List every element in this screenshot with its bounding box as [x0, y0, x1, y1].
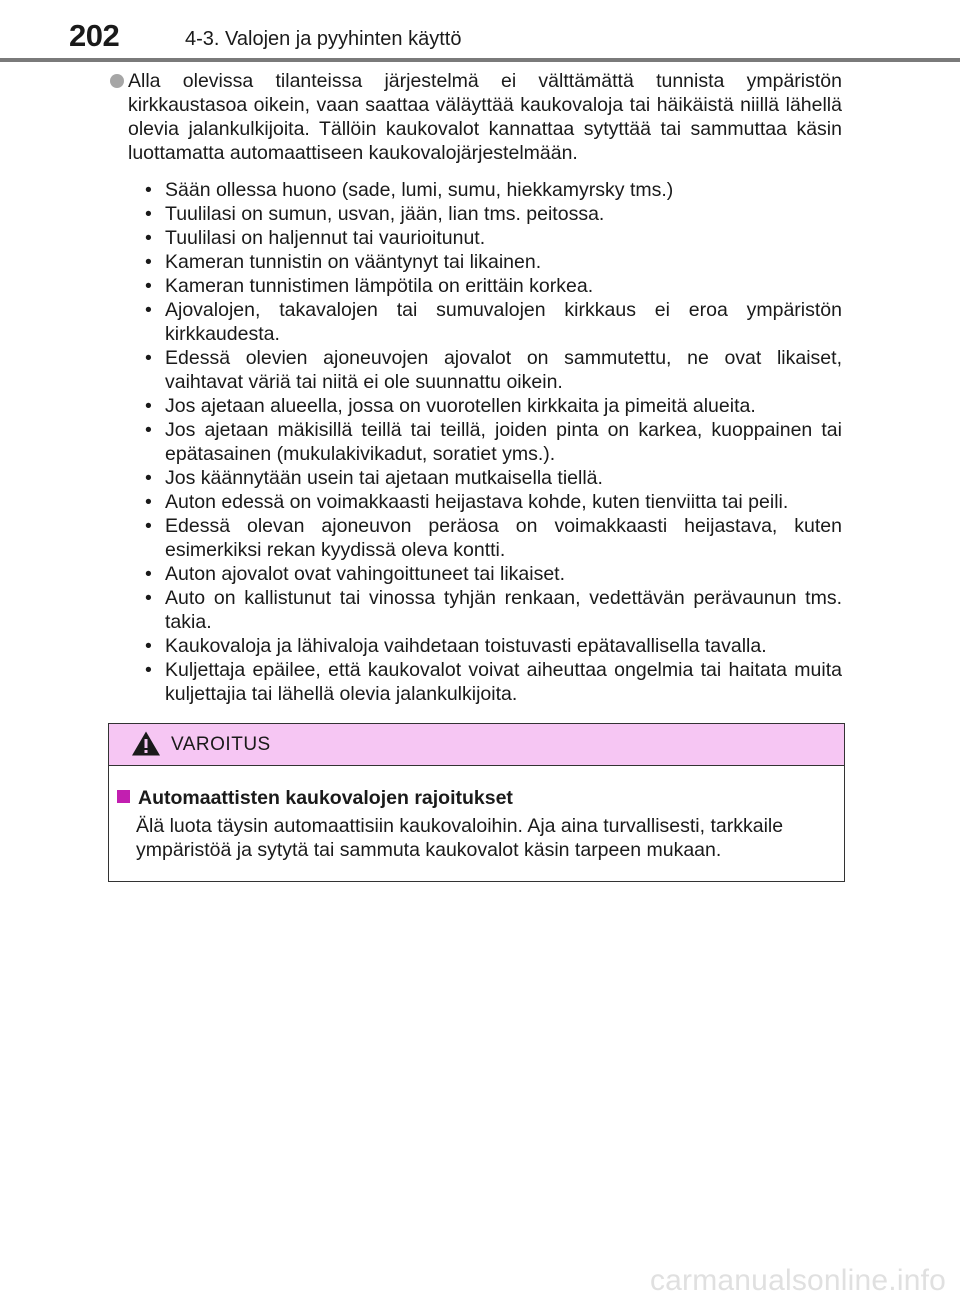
list-item: • Jos ajetaan mäkisillä teillä tai teillä, joiden pinta on karkea, kuoppainen tai epätasainen (mukulakivikadut, soratiet yms.). [145, 418, 842, 466]
list-item: • Jos käännytään usein tai ajetaan mutkaisella tiellä. [145, 466, 842, 490]
warning-text: Älä luota täysin automaattisiin kaukovaloihin. Aja aina turvallisesti, tarkkaile ympäristöä ja sytytä tai sammuta kaukovalot käsin tarpeen mukaan. [136, 815, 784, 861]
header-divider [0, 58, 960, 62]
section-title: 4-3. Valojen ja pyyhinten käyttö [185, 28, 462, 50]
list-item: • Auton edessä on voimakkaasti heijastava kohde, kuten tienviitta tai peili. [145, 490, 842, 514]
intro-paragraph [128, 69, 842, 165]
list-item: • Tuulilasi on sumun, usvan, jään, lian tms. peitossa. [145, 202, 842, 226]
list-item: • Jos ajetaan alueella, jossa on vuorotellen kirkkaita ja pimeitä alueita. [145, 394, 842, 418]
list-item: • Tuulilasi on haljennut tai vaurioitunut. [145, 226, 842, 250]
intro-text: Alla olevissa tilanteissa järjestelmä ei välttämättä tunnista ympäristön kirkkaustasoa oikein, vaan saattaa väläyttää kaukovaloja tai häikäistä niillä lähellä olevia jalankulkijoita. Tällöin kaukovalot kannattaa sytyttää tai sammuttaa käsin luottamatta automaattiseen kaukovalojärjestelmään. [128, 70, 842, 164]
list-item: • Kameran tunnistimen lämpötila on erittäin korkea. [145, 274, 842, 298]
list-item: • Kaukovaloja ja lähivaloja vaihdetaan toistuvasti epätavallisella tavalla. [145, 634, 842, 658]
page-number: 202 [69, 18, 120, 53]
square-bullet-icon [117, 790, 130, 803]
warning-triangle-icon [131, 730, 161, 757]
warning-title: VAROITUS [171, 734, 271, 755]
list-item: • Auton ajovalot ovat vahingoittuneet tai likaiset. [145, 562, 842, 586]
list-item: • Edessä olevan ajoneuvon peräosa on voimakkaasti heijastava, kuten esimerkiksi rekan kyydissä oleva kontti. [145, 514, 842, 562]
circle-bullet-icon [110, 74, 124, 88]
list-item: • Kameran tunnistin on vääntynyt tai likainen. [145, 250, 842, 274]
conditions-list [145, 178, 842, 706]
warning-heading [117, 786, 513, 810]
warning-header [109, 724, 844, 766]
warning-box [108, 723, 845, 882]
list-item: • Ajovalojen, takavalojen tai sumuvalojen kirkkaus ei eroa ympäristön kirkkaudesta. [145, 298, 842, 346]
list-item: • Kuljettaja epäilee, että kaukovalot voivat aiheuttaa ongelmia tai haitata muita kuljettajia tai lähellä olevia jalankulkijoita. [145, 658, 842, 706]
watermark: carmanualsonline.info [649, 1264, 946, 1297]
list-item: • Sään ollessa huono (sade, lumi, sumu, hiekkamyrsky tms.) [145, 178, 842, 202]
page-header [0, 0, 960, 62]
list-item: • Edessä olevien ajoneuvojen ajovalot on sammutettu, ne ovat likaiset, vaihtavat väriä tai niitä ei ole suunnattu oikein. [145, 346, 842, 394]
warning-heading-text: Automaattisten kaukovalojen rajoitukset [138, 787, 513, 809]
list-item: • Auto on kallistunut tai vinossa tyhjän renkaan, vedettävän perävaunun tms. takia. [145, 586, 842, 634]
